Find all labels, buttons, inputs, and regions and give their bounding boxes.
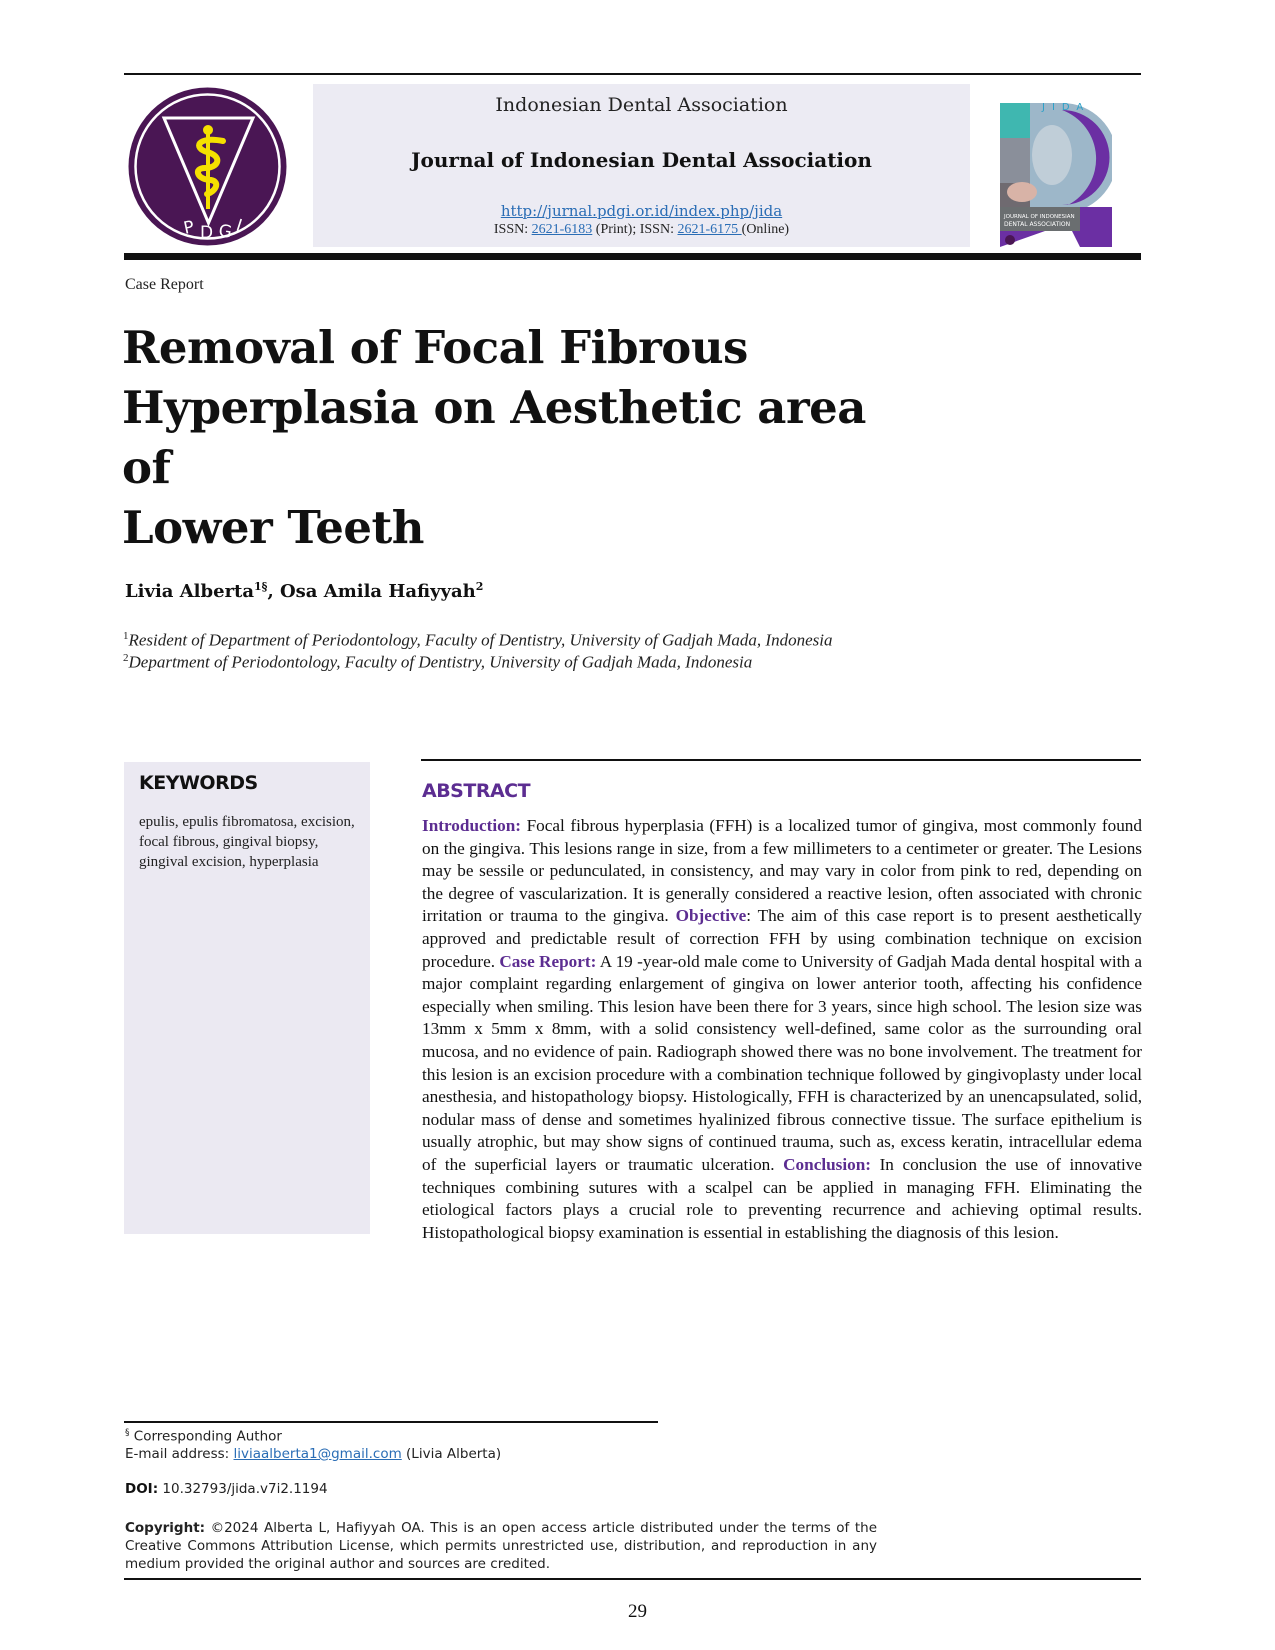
email-owner: (Livia Alberta) bbox=[401, 1446, 502, 1462]
case-report-label: Case Report: bbox=[499, 951, 597, 971]
abstract-rule bbox=[421, 759, 1141, 761]
issn-print-suffix: (Print); ISSN: bbox=[592, 222, 678, 237]
svg-text:P: P bbox=[181, 217, 197, 239]
objective-text: : The aim of this case report is to present aesthetically approved and predictable result of correction FFH by using combination technique on excision procedure. bbox=[422, 906, 1142, 971]
author-affiliation-mark: 1§ bbox=[254, 580, 268, 593]
affiliation bbox=[123, 652, 752, 673]
copyright-text: ©2024 Alberta L, Hafiyyah OA. This is an open access article distributed under the terms of the Creative Commons Attribution License, which permits unrestricted use, distribution, and reproduction in any medium provided the original author and sources are credited. bbox=[125, 1520, 877, 1572]
intro-label: Introduction: bbox=[422, 816, 522, 835]
author-affiliation-mark: 2 bbox=[475, 580, 484, 593]
author-name: Livia Alberta bbox=[125, 581, 255, 602]
article-type: Case Report bbox=[125, 276, 204, 293]
corresponding-author-note bbox=[125, 1428, 282, 1445]
doi-value: 10.32793/jida.v7i2.1194 bbox=[158, 1481, 328, 1497]
svg-text:I: I bbox=[233, 215, 245, 237]
affiliation bbox=[123, 630, 832, 651]
abstract-heading: ABSTRACT bbox=[422, 780, 531, 802]
svg-text:JOURNAL OF INDONESIAN: JOURNAL OF INDONESIAN bbox=[1004, 214, 1075, 220]
svg-text:D: D bbox=[200, 223, 214, 243]
organization-name: Indonesian Dental Association bbox=[495, 94, 788, 116]
issn-prefix: ISSN: bbox=[493, 222, 532, 237]
objective-label: Objective bbox=[675, 906, 747, 926]
journal-name: Journal of Indonesian Dental Association bbox=[411, 148, 872, 172]
issn-online-link[interactable]: 2621-6175 bbox=[677, 222, 742, 237]
article-title bbox=[122, 318, 922, 558]
conclusion-text: In conclusion the use of innovative techniques combining sutures with a scalpel can be applied in managing FFH. Eliminating the etiological factors plays a crucial role to preventing recurrence and achieving optimal results. Histopathological biopsy examination is essential in establishing the diagnosis of this lesion. bbox=[422, 1154, 1142, 1242]
author-separator: , bbox=[267, 581, 280, 602]
page-number: 29 bbox=[628, 1601, 647, 1622]
email-label: E-mail address: bbox=[125, 1446, 234, 1462]
author-name: Osa Amila Hafiyyah bbox=[279, 581, 476, 602]
keywords-heading: KEYWORDS bbox=[139, 772, 258, 794]
keywords-box bbox=[124, 762, 370, 1234]
title-line: Lower Teeth bbox=[122, 501, 424, 554]
corresponding-label: Corresponding Author bbox=[129, 1428, 282, 1445]
affiliation-number: 1 bbox=[123, 630, 129, 642]
pdgi-logo bbox=[127, 86, 288, 247]
header-thick-rule bbox=[124, 253, 1141, 260]
email-link[interactable]: liviaalberta1@gmail.com bbox=[233, 1446, 402, 1462]
footnote-rule bbox=[124, 1421, 658, 1423]
doi-label: DOI: bbox=[125, 1481, 159, 1497]
pdgi-emblem-icon bbox=[127, 86, 288, 247]
copyright-notice bbox=[125, 1519, 877, 1573]
issn-print-link[interactable]: 2621-6183 bbox=[531, 222, 593, 237]
case-report-text: A 19 -year-old male come to University of Gadjah Mada dental hospital with a major complaint regarding enlargement of gingiva on lower anterior tooth, affecting his confidence especially when smiling. This lesion have been there for 3 years, since high school. The lesion size was 13mm x 5mm x 8mm, with a solid consistency well-defined, same color as the surrounding oral mucosa, and no evidence of pain. Radiograph showed there was no bone involvement. The treatment for this lesion is an excision procedure with a combination technique followed by gingivoplasty under local anesthesia, and histopathology biopsy. Histologically, FFH is characterized by an unencapsulated, solid, nodular mass of dense and sometimes hyalinized fibrous connective tissue. The surface epithelium is usually atrophic, but may show signs of continued trauma, such as, excess keratin, intracellular edema of the superficial layers or traumatic ulceration. bbox=[422, 951, 1142, 1174]
svg-text:DENTAL ASSOCIATION: DENTAL ASSOCIATION bbox=[1004, 221, 1071, 228]
abstract-body bbox=[422, 815, 1142, 1244]
intro-text: Focal fibrous hyperplasia (FFH) is a localized tumor of gingiva, most commonly found on the gingiva. This lesions range in size, from a few millimeters to a centimeter or greater. The Lesions may be sessile or pedunculated, in consistency, and may vary in color from pink to red, depending on the degree of vascularization. It is generally considered a reactive lesion, often associated with chronic irritation or trauma to the gingiva. bbox=[422, 816, 1142, 926]
corresponding-mark: § bbox=[125, 1428, 130, 1438]
keywords-list: epulis, epulis fibromatosa, excision, focal fibrous, gingival biopsy, gingival excision, hyperplasia bbox=[139, 814, 355, 870]
email-line bbox=[125, 1446, 501, 1462]
bottom-rule bbox=[124, 1578, 1141, 1580]
conclusion-label: Conclusion: bbox=[783, 1154, 871, 1174]
journal-cover-image bbox=[1000, 100, 1112, 250]
svg-text:JIDA: JIDA bbox=[1042, 102, 1091, 113]
affiliation-text: Resident of Department of Periodontology, Faculty of Dentistry, University of Gadjah Mada, Indonesia bbox=[128, 630, 833, 650]
top-rule bbox=[124, 73, 1141, 75]
title-line: Removal of Focal Fibrous bbox=[122, 321, 748, 374]
svg-text:G: G bbox=[217, 221, 234, 243]
title-line: Hyperplasia on Aesthetic area of bbox=[122, 381, 866, 494]
doi-line bbox=[125, 1481, 328, 1497]
affiliation-number: 2 bbox=[123, 652, 129, 664]
journal-url-link[interactable]: http://jurnal.pdgi.or.id/index.php/jida bbox=[500, 202, 783, 220]
affiliation-text: Department of Periodontology, Faculty of Dentistry, University of Gadjah Mada, Indonesia bbox=[128, 652, 753, 672]
issn-line bbox=[313, 222, 970, 238]
journal-url-line bbox=[313, 202, 970, 220]
copyright-label: Copyright: bbox=[125, 1520, 206, 1536]
issn-online-suffix: (Online) bbox=[741, 222, 790, 237]
journal-header bbox=[313, 84, 970, 247]
author-list bbox=[125, 580, 483, 602]
journal-cover-icon bbox=[1000, 100, 1112, 250]
